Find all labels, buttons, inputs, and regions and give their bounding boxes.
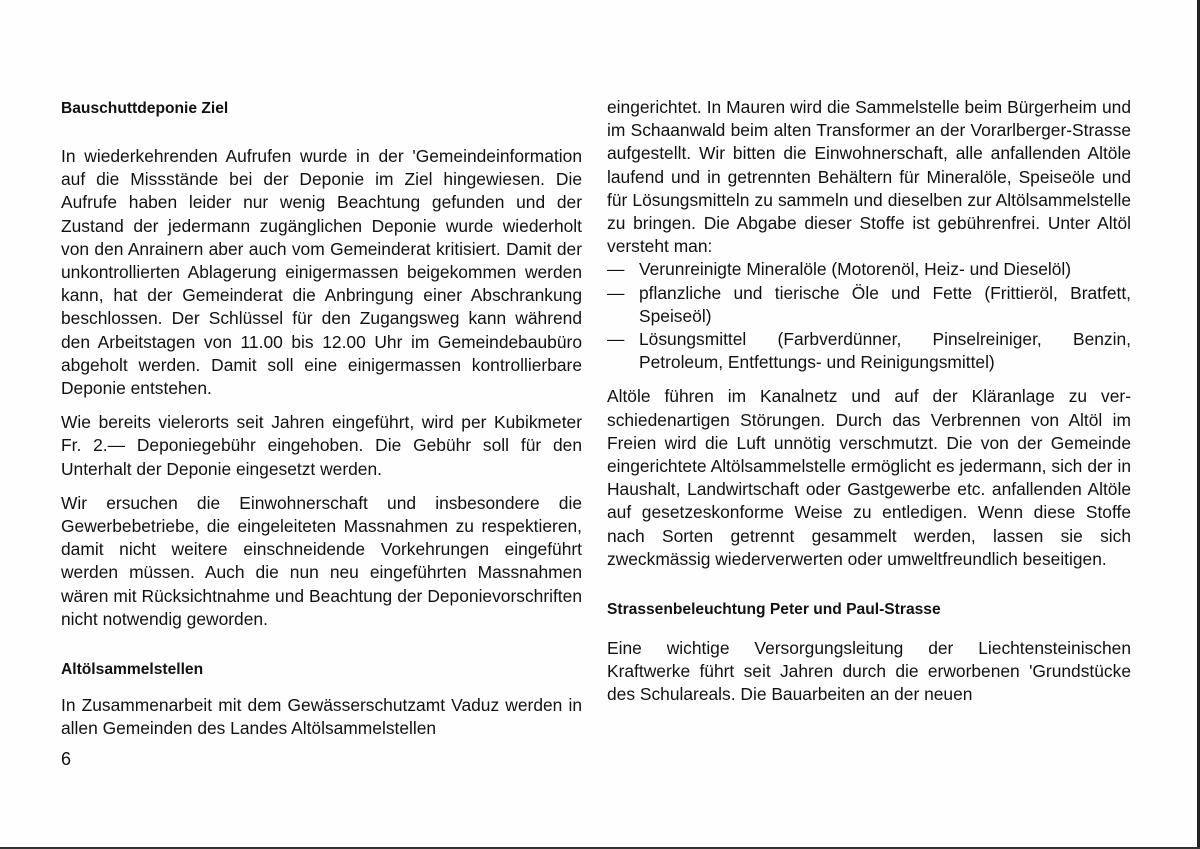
paragraph-altoele-stoerungen: Altöle führen im Kanalnetz und auf der Kläranlage zu verschiedenartigen Störungen. Durch das Verbrennen von Altöl im Freien wird die Luft unnötig verschmutzt. Die von der Gemeinde eingerichtete Altölsammelstelle ermöglicht es jedermann, sich der in Haushalt, Landwirtschaft oder Gastgewerbe etc. anfallenden Altöle auf gesetzeskonforme Weise zu entledigen. Wenn diese Stoffe nach Sorten getrennt gesammelt werden, lassen sie sich zweckmässig wiederverwerten oder umweltfreundlich beseitigen. bbox=[607, 386, 1131, 569]
left-column bbox=[61, 96, 582, 740]
heading-altoelsammelstellen: Altölsammelstellen bbox=[61, 661, 204, 679]
heading-bauschuttdeponie: Bauschuttdeponie Ziel bbox=[61, 100, 229, 117]
paragraph-ersuchen: Wir ersuchen die Einwohnerschaft und insbesondere die Gewerbebetriebe, die eingeleiteten Massnahmen zu respektieren, damit nicht weitere einschneidende Vorkehrungen eingeführt werden müssen. Auch die nun neu eingeführten Massnahmen wären mit Rücksichtnahme und Beachtung der Deponievorschriften nicht notwendig geworden. bbox=[61, 492, 582, 629]
page-number: 6 bbox=[61, 749, 72, 769]
paragraph-sammelstelle: eingerichtet. In Mauren wird die Sammelstelle beim Bürgerheim und im Schaanwald beim alten Transformer an der Vorarlberger-Strasse aufgestellt. Wir bitten die Einwohnerschaft, alle anfallenden Altöle laufend und in getrennten Behältern für Mineralöle, Speiseöle und für Lösungsmitteln zu sammeln und dieselben zur Altölsammelstelle zu bringen. Die Abgabe dieser Stoffe ist gebührenfrei. Unter Altöl versteht man: bbox=[607, 97, 1131, 257]
paragraph-deponie-aufrufe: In wiederkehrenden Aufrufen wurde in der 'Gemeindeinformation auf die Missstände bei der Deponie im Ziel hingewiesen. Die Aufrufe haben leider nur wenig Beachtung gefunden und der Zustand der jedermann zugänglichen Deponie wurde wiederholt von den Anrainern aber auch vom Gemeinderat kritisiert. Damit der unkontrollierten Ablagerung einigermassen beigekommen werden kann, hat der Gemeinderat die Anbringung einer Abschrankung beschlossen. Der Schlüssel für den Zugangsweg kann während den Arbeitstagen von 11.00 bis 12.00 Uhr im Gemeindebaubüro abgeholt werden. Damit soll eine einigermassen kontrollierbare Deponie entstehen. bbox=[61, 146, 582, 399]
paragraph-deponiegebuehr: Wie bereits vielerorts seit Jahren eingeführt, wird per Kubikmeter Fr. 2.— Deponiegebühr eingehoben. Die Gebühr soll für den Unterhalt der Deponie eingesetzt werden. bbox=[61, 412, 582, 479]
altoel-list bbox=[607, 258, 1131, 374]
list-item: — Verunreinigte Mineralöle (Motorenöl, Heiz- und Dieselöl) bbox=[607, 258, 1131, 281]
list-item: — pflanzliche und tierische Öle und Fette (Frittieröl, Bratfett, Speiseöl) bbox=[607, 282, 1131, 328]
paragraph-zusammenarbeit: In Zusammenarbeit mit dem Gewässerschutzamt Vaduz werden in allen Gemeinden des Landes Altölsammelstellen bbox=[61, 695, 582, 739]
heading-strassenbeleuchtung: Strassenbeleuchtung Peter und Paul-Strasse bbox=[607, 601, 941, 619]
paragraph-versorgungsleitung: Eine wichtige Versorgungsleitung der Liechtensteinischen Kraftwerke führt seit Jahren durch die erworbenen 'Grundstücke des Schulareals. Die Bauarbeiten an der neuen bbox=[607, 638, 1131, 705]
right-column bbox=[607, 96, 1131, 707]
list-item: — Lösungsmittel (Farbverdünner, Pinselreiniger, Benzin, Petroleum, Entfettungs- und Reinigungsmittel) bbox=[607, 328, 1131, 374]
